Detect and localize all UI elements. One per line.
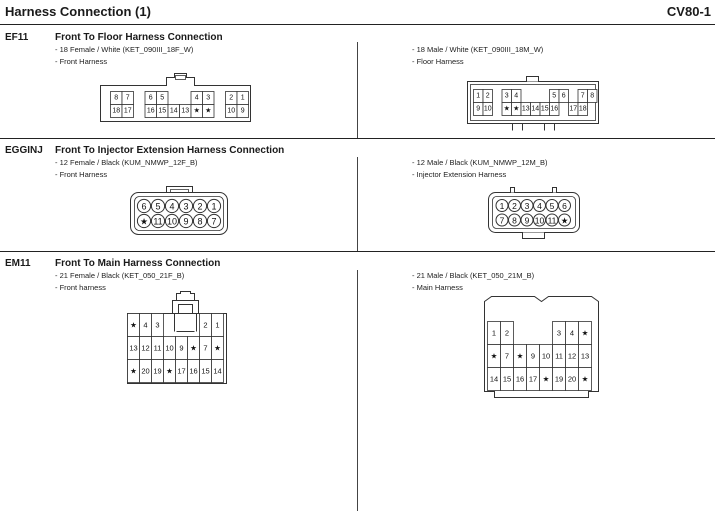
female-spec: - 12 Female / Black (KUM_NMWP_12F_B) [55,158,198,167]
pin-label: 6 [561,92,566,100]
pin-label: 20 [141,366,150,376]
pin-label: 1 [476,92,481,100]
pin-label: 11 [555,351,563,361]
pin-label: 1 [215,320,220,330]
pin-label: 12 [567,351,577,361]
pin-label: 13 [129,343,138,353]
male-harness: - Floor Harness [412,57,464,66]
pin-label: 5 [552,92,557,100]
pin-label: 6 [148,94,153,102]
pin-label: 16 [146,107,155,115]
connector-code: EM11 [5,258,31,269]
pin-label: 11 [153,216,163,227]
male-connector-diagram [464,73,604,133]
column-divider [357,270,358,511]
pin-label: 15 [540,105,549,113]
pin-label: 14 [489,374,499,384]
connector-code: EF11 [5,32,29,43]
female-spec: - 18 Female / White (KET_090III_18F_W) [55,45,194,54]
pin-label: 14 [169,107,178,115]
pin-label: 4 [537,201,542,211]
pin-label: 15 [158,107,167,115]
blank-pin-marker: ★ [130,366,137,376]
blank-pin-marker: ★ [581,328,589,338]
pin-label: 9 [530,351,536,361]
pin-label: 7 [580,92,585,100]
pin-label: 9 [240,107,245,115]
pin-label: 4 [194,94,199,102]
section-title: Front To Injector Extension Harness Connection [55,145,285,156]
connector-code: EGGINJ [5,145,43,156]
column-divider [357,42,358,138]
pin-label: 5 [549,201,555,211]
pin-label: 3 [206,94,211,102]
pin-label: 10 [227,107,236,115]
pin-label: 4 [514,92,519,100]
blank-pin-marker: ★ [516,351,524,361]
blank-pin-marker: ★ [503,105,510,113]
pin-label: 18 [112,107,121,115]
pin-label: 14 [531,105,540,113]
female-harness: - Front harness [55,283,106,292]
pin-label: 10 [166,216,178,227]
pin-label: 7 [203,343,208,353]
blank-pin-marker: ★ [490,351,498,361]
section-title: Front To Floor Harness Connection [55,32,223,43]
page-title: Harness Connection (1) [5,4,151,19]
pin-label: 9 [179,343,184,353]
pin-label: 2 [203,320,208,330]
pin-label: 16 [550,105,559,113]
blank-pin-marker: ★ [214,343,221,353]
pin-label: 15 [201,366,210,376]
pin-label: 8 [114,94,119,102]
male-connector-diagram [481,295,606,400]
blank-pin-marker: ★ [166,366,173,376]
female-connector-info [55,157,198,181]
pin-label: 8 [512,215,517,226]
pin-label: 10 [541,351,551,361]
pin-label: 4 [169,201,175,212]
pin-label: 13 [580,351,590,361]
male-harness: - Injector Extension Harness [412,170,507,179]
pin-label: 19 [153,366,162,376]
pin-label: 10 [483,105,492,113]
pin-label: 2 [512,201,517,211]
blank-pin-marker: ★ [205,107,212,115]
male-connector-diagram [488,186,588,242]
pin-label: 1 [491,328,497,338]
pin-label: 20 [567,374,577,384]
pin-label: 5 [155,201,161,212]
pin-label: 19 [554,374,564,384]
pin-label: 7 [504,351,510,361]
pin-label: 2 [229,94,234,102]
pin-label: 3 [155,320,160,330]
blank-pin-marker: ★ [560,215,569,226]
pin-label: 16 [189,366,198,376]
pin-label: 10 [534,215,545,226]
blank-pin-marker: ★ [542,374,550,384]
pin-label: 17 [528,374,538,384]
pin-label: 2 [197,201,203,212]
pin-label: 6 [141,201,147,212]
male-connector-info [412,157,547,181]
pin-label: 16 [515,374,525,384]
female-connector-info [55,44,193,68]
pin-label: 11 [153,343,162,353]
pin-label: 13 [181,107,190,115]
male-spec: - 12 Male / Black (KUM_NMWP_12M_B) [412,158,548,167]
pin-label: 7 [125,94,130,102]
pin-label: 4 [143,320,148,330]
pin-label: 2 [485,92,490,100]
pin-label: 6 [562,201,567,211]
pin-label: 1 [240,94,245,102]
blank-pin-marker: ★ [130,320,137,330]
pin-label: 8 [197,216,203,227]
pin-label: 13 [521,105,530,113]
blank-pin-marker: ★ [190,343,197,353]
pin-label: 14 [213,366,222,376]
female-connector-diagram [100,73,260,123]
female-connector-diagram [130,186,230,238]
female-harness: - Front Harness [55,57,108,66]
pin-label: 18 [578,105,587,113]
pin-label: 10 [165,343,174,353]
pin-label: 3 [524,201,530,211]
section-title: Front To Main Harness Connection [55,258,221,269]
pin-label: 12 [141,343,150,353]
pin-label: 4 [569,328,575,338]
male-connector-info [412,44,543,68]
blank-pin-marker: ★ [139,216,149,227]
pin-label: 3 [183,201,189,212]
pin-label: 9 [476,105,481,113]
pin-label: 2 [504,328,510,338]
pin-label: 7 [499,215,505,226]
female-spec: - 21 Female / Black (KET_050_21F_B) [55,271,185,280]
pin-label: 1 [499,201,505,211]
female-harness: - Front Harness [55,170,108,179]
male-harness: - Main Harness [412,283,463,292]
page-header [0,0,715,25]
page-code: CV80-1 [666,4,711,19]
pin-label: 9 [183,216,189,227]
pin-label: 11 [547,215,557,226]
male-spec: - 18 Male / White (KET_090III_18M_W) [412,45,544,54]
column-divider [357,157,358,251]
pin-label: 1 [211,201,217,212]
blank-pin-marker: ★ [513,105,520,113]
pin-label: 5 [160,94,165,102]
blank-pin-marker: ★ [581,374,589,384]
pin-label: 17 [569,105,578,113]
male-connector-info [412,270,534,294]
pin-label: 17 [177,366,186,376]
male-spec: - 21 Male / Black (KET_050_21M_B) [412,271,535,280]
pin-label: 17 [123,107,132,115]
pin-label: 7 [211,216,217,227]
pin-label: 9 [524,215,530,226]
female-connector-diagram [127,291,237,386]
pin-label: 15 [502,374,512,384]
pin-label: 3 [504,92,509,100]
blank-pin-marker: ★ [193,107,200,115]
pin-label: 8 [590,92,595,100]
pin-label: 3 [556,328,562,338]
